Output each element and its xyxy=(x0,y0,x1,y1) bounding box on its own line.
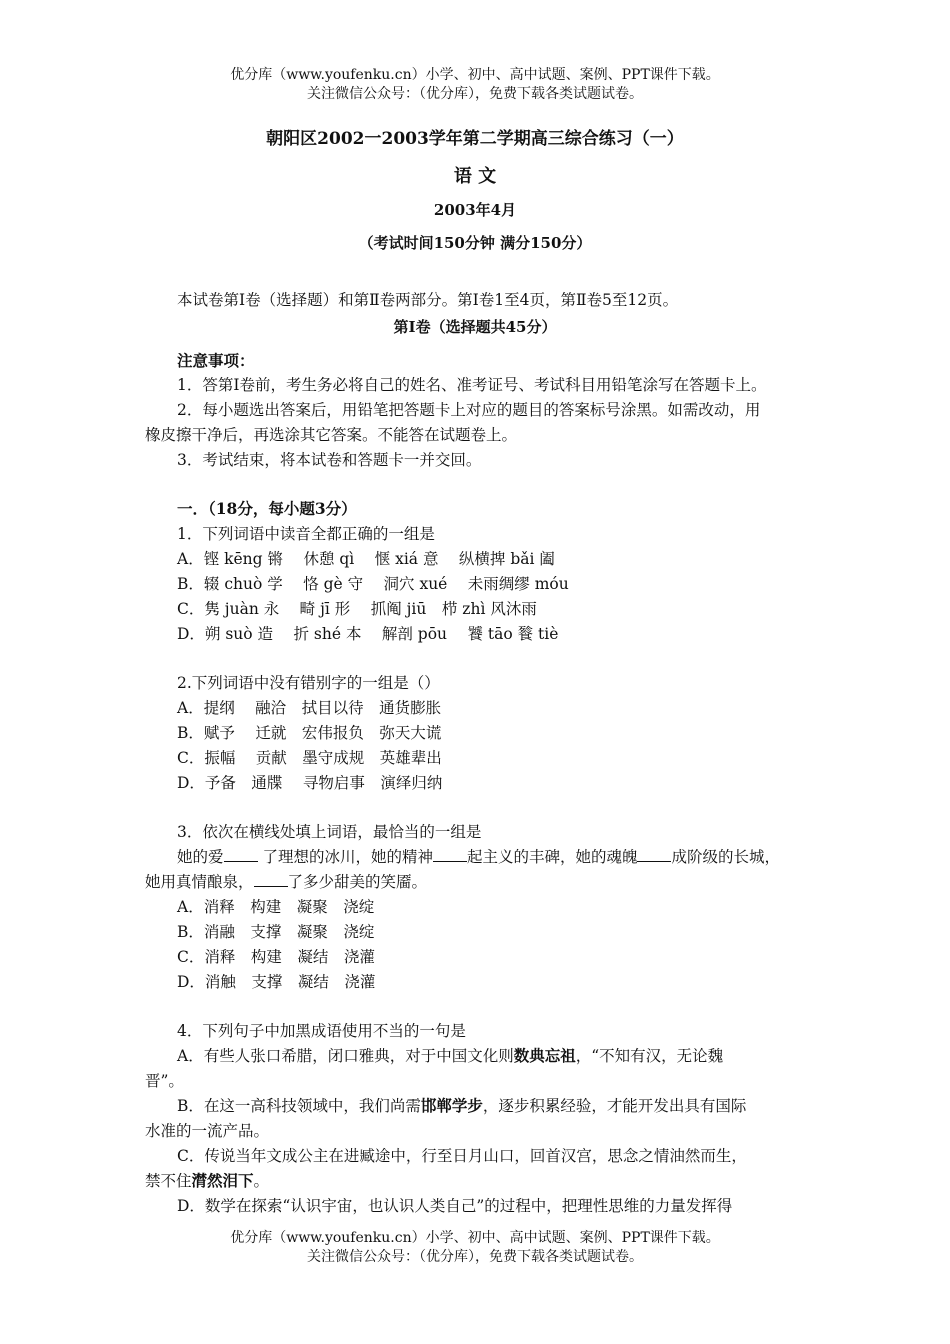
q1-option-a: A．铿 kēng 锵 休憩 qì 惬 xiá 意 纵横捭 bǎi 阖 xyxy=(177,550,555,568)
notes-heading: 注意事项： xyxy=(177,351,255,370)
q3-text-1: 她的爱 xyxy=(177,848,224,866)
note-1: 1．答第Ⅰ卷前，考生务必将自己的姓名、准考证号、考试科目用铅笔涂写在答题卡上。 xyxy=(177,376,767,394)
q4-c-idiom: 潸然泪下 xyxy=(191,1171,254,1190)
exam-date: 2003年4月 xyxy=(433,201,517,219)
note-2-cont: 橡皮擦干净后，再选涂其它答案。不能答在试题卷上。 xyxy=(145,426,518,444)
q3-blank-4 xyxy=(254,872,288,887)
q4-a-idiom: 数典忘祖 xyxy=(513,1046,576,1065)
exam-title: 朝阳区2002一2003学年第二学期高三综合练习（一） xyxy=(266,129,684,149)
q2-option-a: A．提纲 融洽 拭目以待 通货膨胀 xyxy=(177,699,442,717)
q4-option-b xyxy=(177,1095,746,1117)
q3-stem: 3．依次在横线处填上词语，最恰当的一组是 xyxy=(177,823,482,841)
q2-option-d: D．予备 通牒 寻物启事 演绎归纳 xyxy=(177,774,443,792)
q3-option-a: A．消释 构建 凝聚 浇绽 xyxy=(177,898,375,916)
footer-line-1: 优分库（www.youfenku.cn）小学、初中、高中试题、案例、PPT课件下载。 xyxy=(230,1230,720,1246)
q3-blank-3 xyxy=(637,847,671,862)
q4-option-c: C．传说当年文成公主在进臧途中，行至日月山口，回首汉宫，思念之情油然而生， xyxy=(177,1147,747,1165)
q4-option-a-cont: 晋”。 xyxy=(145,1072,184,1090)
note-3: 3．考试结束，将本试卷和答题卡一并交回。 xyxy=(177,451,482,469)
q2-stem: 2.下列词语中没有错别字的一组是（） xyxy=(177,674,440,692)
q3-text-6: 了多少甜美的笑靥。 xyxy=(287,873,428,891)
q4-option-b-cont: 水准的一流产品。 xyxy=(145,1122,270,1140)
part-1-heading: 一．（18分，每小题3分） xyxy=(177,499,357,518)
subject-title: 语 文 xyxy=(453,166,497,187)
q4-option-c-cont xyxy=(145,1170,269,1192)
header-line-1: 优分库（www.youfenku.cn）小学、初中、高中试题、案例、PPT课件下载。 xyxy=(230,67,720,83)
q3-text-4: 成阶级的长城， xyxy=(671,848,780,866)
exam-duration: （考试时间150分钟 满分150分） xyxy=(358,234,592,252)
header-line-2: 关注微信公众号：（优分库），免费下载各类试题试卷。 xyxy=(307,86,643,102)
q3-option-c: C．消释 构建 凝结 浇灌 xyxy=(177,948,375,966)
q1-option-c: C．隽 juàn 永 畸 jī 形 抓阄 jiū 栉 zhì 风沐雨 xyxy=(177,600,537,618)
q4-option-d: D．数学在探索“认识宇宙，也认识人类自己”的过程中，把理性思维的力量发挥得 xyxy=(177,1197,733,1215)
q4-c-text-2: 禁不住 xyxy=(145,1172,192,1190)
q1-option-b: B．辍 chuò 学 恪 gè 守 洞穴 xué 未雨绸缪 móu xyxy=(177,575,569,593)
q3-text-5: 她用真情酿泉， xyxy=(145,873,254,891)
q4-a-text-2: ，“不知有汉，无论魏 xyxy=(575,1047,724,1065)
q3-passage-line-1 xyxy=(177,846,780,868)
q4-stem: 4．下列句子中加黑成语使用不当的一句是 xyxy=(177,1022,466,1040)
q2-option-b: B．赋予 迁就 宏伟报负 弥天大谎 xyxy=(177,724,442,742)
q4-b-idiom: 邯郸学步 xyxy=(420,1096,483,1115)
q3-option-d: D．消触 支撑 凝结 浇灌 xyxy=(177,973,376,991)
q4-a-text-1: A．有些人张口希腊，闭口雅典，对于中国文化则 xyxy=(177,1047,514,1065)
section-heading: 第Ⅰ卷（选择题共45分） xyxy=(393,318,557,336)
q1-option-d: D．朔 suò 造 折 shé 本 解剖 pōu 饕 tāo 餮 tiè xyxy=(177,625,559,643)
footer-line-2: 关注微信公众号：（优分库），免费下载各类试题试卷。 xyxy=(307,1249,643,1265)
q4-option-a xyxy=(177,1045,723,1067)
q4-c-text-3: 。 xyxy=(253,1172,270,1190)
intro-text: 本试卷第Ⅰ卷（选择题）和第Ⅱ卷两部分。第Ⅰ卷1至4页，第Ⅱ卷5至12页。 xyxy=(177,291,679,309)
q4-b-text-1: B．在这一高科技领域中，我们尚需 xyxy=(177,1097,421,1115)
q3-text-3: 起主义的丰碑，她的魂魄 xyxy=(466,848,638,866)
note-2: 2．每小题选出答案后，用铅笔把答题卡上对应的题目的答案标号涂黑。如需改动，用 xyxy=(177,401,761,419)
q3-blank-1 xyxy=(224,847,258,862)
q4-b-text-2: ，逐步积累经验，才能开发出具有国际 xyxy=(482,1097,747,1115)
q3-passage-line-2 xyxy=(145,871,427,893)
q2-option-c: C．振幅 贡献 墨守成规 英雄辈出 xyxy=(177,749,442,767)
q3-blank-2 xyxy=(433,847,467,862)
q3-text-2: 了理想的冰川，她的精神 xyxy=(262,848,433,866)
q1-stem: 1．下列词语中读音全都正确的一组是 xyxy=(177,525,435,543)
q3-option-b: B．消融 支撑 凝聚 浇绽 xyxy=(177,923,375,941)
